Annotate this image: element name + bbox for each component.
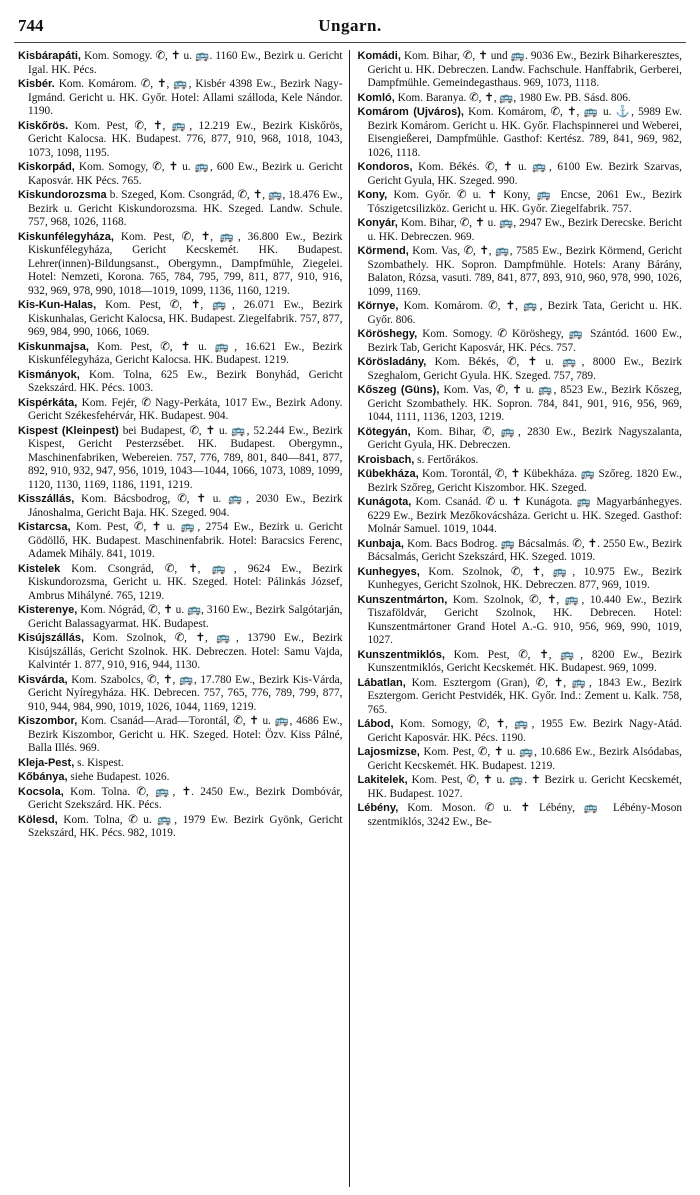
directory-entry <box>358 746 683 773</box>
entry-description: Kom. Komárom, ✆, ✝, 🚌 u. ⚓, 5989 Ew. Bezirk Komárom. Gericht u. HK. Győr. Flachspinnerei und Weberei, Eisengießerei, Dampfmühle. Gasthof: Kertész. 789, 841, 969, 982, 1026, 1118. <box>367 106 682 159</box>
entry-description: Kom. Bihar, ✆, ✝ und 🚌. 9036 Ew., Bezirk Biharkeresztes, Gericht u. HK. Debreczen. Landw. Fachschule. Hanffabrik, Gerberei, Dampfmühle. Gemeindegasthaus. 969, 1073, 1118. <box>367 50 682 89</box>
entry-place-name: Komárom (Ujváros), <box>357 106 464 118</box>
entry-place-name: Kisbér. <box>18 78 55 90</box>
entry-place-name: Kistelek <box>18 562 61 575</box>
page-header <box>14 14 686 43</box>
directory-entry <box>18 161 343 188</box>
entry-description: Kom. Pest, ✆, ✝ u. 🚌, 10.686 Ew., Bezirk Alsódabas, Gericht Kecskemét. HK. Budapest. 1219. <box>367 746 682 772</box>
entry-place-name: Kunhegyes, <box>357 565 420 578</box>
entry-description: Kom. Pest, ✆, ✝, 🚌, 26.071 Ew., Bezirk Kiskunhalas, Gericht Kalocsa, HK. Budapest. Ziegelfabrik. 757, 877, 969, 984, 990, 1066, 1069. <box>28 299 343 338</box>
directory-entry <box>358 356 683 383</box>
entry-description: Kom. Pest, ✆, ✝ u. 🚌, 16.621 Ew., Bezirk Kiskunfélegyháza, Gericht Kalocsa. HK. Budapest. 1219. <box>28 340 343 366</box>
entry-description: Kom. Szolnok, ✆, ✝, 🚌, 10.440 Ew., Bezirk Tiszaföldvár, Gericht Szolnok, HK. Debrecen. Hotel: Kunszentmártoner Grand Hotel A.-G. 910, 956, 969, 990, 1019, 1027. <box>367 593 682 646</box>
directory-entry <box>358 161 683 188</box>
running-title: Ungarn. <box>318 16 382 35</box>
entry-place-name: Kisterenye, <box>18 604 78 616</box>
entry-description: Kom. Somogy. ✆ Köröshegy, 🚌 Szántód. 1600 Ew., Bezirk Tab, Gericht Kaposvár, HK. Pécs. 757. <box>367 328 682 354</box>
entry-place-name: Lakitelek, <box>357 774 408 786</box>
directory-entry <box>18 771 343 785</box>
entry-place-name: Kunszentmárton, <box>357 593 448 606</box>
directory-entry <box>358 300 683 327</box>
entry-description: Kom. Torontál, ✆, ✝ Kübekháza. 🚌 Szőreg. 1820 Ew., Bezirk Szőreg, Gericht Kiszombor. HK. Szeged. <box>367 468 682 494</box>
entry-place-name: Kony, <box>357 189 388 201</box>
entry-place-name: Kisszállás, <box>18 493 75 505</box>
directory-entry <box>358 677 683 718</box>
entry-description: Kom. Bihar, ✆, ✝ u. 🚌, 2947 Ew., Bezirk Derecske. Bericht u. HK. Debreczen. 969. <box>367 217 682 243</box>
entry-place-name: Kisvárda, <box>18 673 68 686</box>
directory-entry <box>18 120 343 161</box>
entry-description: Kom. Tolna, 625 Ew., Bezirk Bonyhád, Gericht Szekszárd. HK. Pécs. 1003. <box>28 368 343 394</box>
entry-description: Kom. Somogy, ✆, ✝, 🚌, 1955 Ew. Bezirk Nagy-Atád. Gericht Kaposvár. HK. Pécs. 1190. <box>367 718 682 744</box>
directory-entry <box>358 649 683 676</box>
directory-entry <box>18 425 343 493</box>
directory-entry <box>358 384 683 425</box>
entry-description: siehe Budapest. 1026. <box>67 771 170 783</box>
entry-place-name: Körmend, <box>357 245 409 257</box>
entry-place-name: Kötegyán, <box>357 425 411 438</box>
entry-place-name: Kismányok, <box>18 368 80 381</box>
entry-place-name: Kisbárapáti, <box>18 50 81 62</box>
entry-description: Kom. Pest, ✆, ✝, 🚌, 12.219 Ew., Bezirk Kiskőrös, Gericht Kalocsa. HK. Budapest. 776, 877, 910, 968, 1018, 1043, 1073, 1098, 1195. <box>28 119 343 159</box>
directory-entry <box>18 50 343 77</box>
directory-entry <box>358 328 683 355</box>
entry-description: Kom. Komárom. ✆, ✝, 🚌, Bezirk Tata, Gericht u. HK. Győr. 806. <box>367 300 682 326</box>
directory-entry <box>18 493 343 520</box>
entry-place-name: Kiszombor, <box>18 715 78 727</box>
entry-description: bei Budapest, ✆, ✝ u. 🚌, 52.244 Ew., Bezirk Kispest, Gericht Pesterzsébet. HK. Budapest. Obergymn., Maschinenfabriken, Webereien. 757, 776, 789, 801, 840—841, 877, 892, 910, 932, 947, 956, 1019, 1043—1044, 1066, 1073, 1089, 1099, 1120, 1130, 1169, 1186, 1191, 1219. <box>28 424 343 491</box>
directory-entry <box>358 189 683 216</box>
directory-entry <box>18 78 343 119</box>
directory-entry <box>358 468 683 495</box>
text-columns <box>14 50 686 1187</box>
directory-entry <box>18 604 343 631</box>
entry-description: Kom. Békés, ✆, ✝ u. 🚌, 8000 Ew., Bezirk Szeghalom, Gericht Gyula. HK. Szeged. 757, 789. <box>367 356 682 382</box>
entry-description: Kom. Pest, ✆, ✝ u. 🚌. ✝ Bezirk u. Gericht Kecskemét, HK. Budapest. 1027. <box>367 774 682 800</box>
directory-entry <box>358 802 683 829</box>
directory-entry <box>18 632 343 673</box>
entry-description: Kom. Somogy, ✆, ✝ u. 🚌, 600 Ew., Bezirk u. Gericht Kaposvár. HK Pécs. 765. <box>28 161 343 187</box>
directory-entry <box>358 718 683 745</box>
entry-place-name: Kiskőrös. <box>18 119 69 132</box>
entry-place-name: Kis-Kun-Halas, <box>18 299 97 311</box>
entry-description: Kom. Vas, ✆, ✝, 🚌, 7585 Ew., Bezirk Körmend, Gericht Szombathely. HK. Sopron. Dampfmühle. Hotels: Arany Bárány, Balaton, Rózsa, vasuti. 789, 841, 877, 893, 910, 960, 978, 990, 1026, 1099, 1169. <box>367 245 682 298</box>
entry-place-name: Kispérkáta, <box>18 396 78 409</box>
entry-place-name: Kübekháza, <box>357 468 419 480</box>
entry-description: Kom. Tolna, ✆ u. 🚌, 1979 Ew. Bezirk Gyönk, Gericht Szekszárd, HK. Pécs. 982, 1019. <box>28 813 343 839</box>
right-column <box>350 50 687 1187</box>
directory-entry <box>358 50 683 91</box>
entry-description: Kom. Győr. ✆ u. ✝ Kony, 🚌 Encse, 2061 Ew., Bezirk Tószigetcsilizköz. Gericht u. HK. Győr. Ziegelfabrik. 757. <box>367 189 682 215</box>
entry-place-name: Kunszentmiklós, <box>357 648 445 661</box>
entry-place-name: Kiskorpád, <box>18 161 75 173</box>
directory-entry <box>358 92 683 106</box>
directory-entry <box>358 217 683 244</box>
directory-entry <box>18 231 343 299</box>
entry-description: Kom. Csanád—Arad—Torontál, ✆, ✝ u. 🚌, 4686 Ew., Bezirk Kiszombor, Gericht u. HK. Szeged. Hotel: Özv. Kiss Pálné, Balla Illés. 969. <box>28 715 343 754</box>
entry-place-name: Kleja-Pest, <box>18 756 75 769</box>
directory-entry <box>18 757 343 771</box>
entry-place-name: Kispest (Kleinpest) <box>18 424 119 437</box>
directory-entry <box>18 814 343 841</box>
directory-entry <box>18 715 343 756</box>
directory-entry <box>358 106 683 160</box>
entry-description: Kom. Csanád. ✆ u. ✝ Kunágota. 🚌 Magyarbánhegyes. 6229 Ew., Bezirk Mezőkovácsháza. Gericht u. HK. Szeged. Gasthof: Molnár Samuel. 1019, 1044. <box>367 496 682 535</box>
directory-entry <box>358 594 683 648</box>
entry-place-name: Kisújszállás, <box>18 632 85 644</box>
directory-entry <box>18 369 343 396</box>
left-column <box>14 50 350 1187</box>
directory-entry <box>18 397 343 424</box>
directory-entry <box>18 674 343 715</box>
directory-entry <box>358 426 683 453</box>
entry-place-name: Kölesd, <box>18 813 58 826</box>
directory-entry <box>358 774 683 801</box>
directory-entry <box>358 245 683 299</box>
entry-description: b. Szeged, Kom. Csongrád, ✆, ✝, 🚌, 18.476 Ew., Bezirk u. Gericht Kiskundorozsma. HK. Szeged. Landw. Schule. 757, 968, 1026, 1168. <box>28 189 343 228</box>
entry-place-name: Kroisbach, <box>357 453 415 466</box>
entry-place-name: Körösladány, <box>357 356 427 368</box>
entry-description: Kom. Baranya. ✆, ✝, 🚌, 1980 Ew. PB. Sásd. 806. <box>394 91 631 104</box>
entry-description: s. Fertőrákos. <box>414 453 479 466</box>
entry-description: Kom. Bácsbodrog, ✆, ✝ u. 🚌, 2030 Ew., Bezirk Jánoshalma, Gericht Baja. HK. Szeged. 904. <box>28 493 343 519</box>
entry-description: Kom. Pest, ✆, ✝ u. 🚌, 2754 Ew., Bezirk u. Gericht Gödöllő, HK. Budapest. Maschinenfabrik. Hotel: Baracsics Ferenc, Adamek Mihály. 841, 1019. <box>28 521 343 560</box>
entry-place-name: Kőbánya, <box>18 771 68 783</box>
entry-place-name: Kunbaja, <box>357 537 404 550</box>
entry-description: Kom. Szolnok, ✆, ✝, 🚌, 13790 Ew., Bezirk Kisújszállás, Gericht Szolnok. HK. Debreczen. Hotel: Samu Vajda, Kalvintér 1. 877, 910, 916, 944, 1130. <box>28 632 343 671</box>
entry-place-name: Komló, <box>357 91 395 104</box>
entry-description: Kom. Bacs Bodrog. 🚌 Bácsalmás. ✆, ✝. 2550 Ew., Bezirk Bácsalmás, Gericht Szekszárd, HK. Szeged. 1019. <box>367 537 682 563</box>
directory-entry <box>358 496 683 537</box>
entry-place-name: Lajosmizse, <box>357 746 420 758</box>
entry-place-name: Kunágota, <box>357 496 412 508</box>
entry-description: Kom. Békés. ✆, ✝ u. 🚌, 6100 Ew. Bezirk Szarvas, Gericht Gyula, HK. Szeged. 990. <box>367 161 682 187</box>
entry-description: Kom. Szolnok, ✆, ✝, 🚌, 10.975 Ew., Bezirk Kunhegyes, Gericht Szolnok, HK. Debreczen. 877, 969, 1019. <box>367 565 682 591</box>
entry-description: Kom. Szabolcs, ✆, ✝, 🚌, 17.780 Ew., Bezirk Kis-Várda, Gericht Nyíregyháza. HK. Debrecen. 757, 765, 776, 789, 799, 877, 910, 944, 984, 990, 1019, 1026, 1044, 1169, 1219. <box>28 673 343 713</box>
entry-place-name: Kondoros, <box>357 161 413 173</box>
entry-place-name: Kőszeg (Güns), <box>357 384 440 396</box>
directory-entry <box>18 521 343 562</box>
entry-description: Kom. Csongrád, ✆, ✝, 🚌, 9624 Ew., Bezirk Kiskundorozsma, Gericht u. HK. Szeged. Hotel: Pálinkás József, Ambrus Mihályné. 765, 1219. <box>28 562 343 602</box>
entry-description: Kom. Nógrád, ✆, ✝ u. 🚌, 3160 Ew., Bezirk Salgótarján, Gericht Balassagyarmat. HK. Budapest. <box>28 604 343 630</box>
entry-description: Kom. Moson. ✆ u. ✝ Lébény, 🚌 Lébény-Moson szentmiklós, 3242 Ew., Be- <box>367 802 682 828</box>
entry-place-name: Kiskunmajsa, <box>18 340 89 353</box>
directory-entry <box>358 566 683 593</box>
directory-entry <box>18 189 343 230</box>
entry-place-name: Kiskunfélegyháza, <box>18 230 114 243</box>
directory-entry <box>358 454 683 468</box>
page-number: 744 <box>18 16 44 35</box>
entry-description: Kom. Pest, ✆, ✝, 🚌, 36.800 Ew., Bezirk Kiskunfélegyháza, Gericht Kecskemét. HK. Budapest. Lehrer(innen)-Bildungsanst., Obergymn., Dampfmühle, Ziegelei. Hotel: Nemzeti, Korona. 765, 784, 795, 799, 811, 877, 910, 916, 932, 969, 978, 990, 1018—1019, 1099, 1136, 1160, 1219. <box>28 230 343 297</box>
entry-place-name: Kocsola, <box>18 785 64 798</box>
entry-description: Kom. Komárom. ✆, ✝, 🚌, Kisbér 4398 Ew., Bezirk Nagy-Igmánd. Gericht u. HK. Győr. Hotel: Allami szálloda, Kele Nándor. 1190. <box>28 78 343 117</box>
entry-description: Kom. Esztergom (Gran), ✆, ✝, 🚌, 1843 Ew., Bezirk Esztergom. Gericht Pestvidék, HK. Győr. Ind.: Zement u. Kalk. 758, 765. <box>367 676 682 716</box>
entry-description: Kom. Bihar, ✆, 🚌, 2830 Ew., Bezirk Nagyszalanta, Gericht Gyula, HK. Debreczen. <box>367 425 682 451</box>
entry-place-name: Lábod, <box>357 718 394 730</box>
entry-description: s. Kispest. <box>74 756 124 769</box>
directory-entry <box>18 341 343 368</box>
entry-place-name: Konyár, <box>357 217 398 229</box>
directory-entry <box>18 786 343 813</box>
entry-place-name: Lébény, <box>357 802 399 814</box>
entry-place-name: Komádi, <box>357 50 401 62</box>
entry-description: Kom. Pest, ✆, ✝, 🚌, 8200 Ew., Bezirk Kunszentmiklós, Gericht Kecskemét. HK. Budapest. 969, 1099. <box>367 648 682 674</box>
entry-description: Kom. Somogy. ✆, ✝ u. 🚌. 1160 Ew., Bezirk u. Gericht Igal. HK. Pécs. <box>28 50 343 76</box>
entry-place-name: Kiskundorozsma <box>18 189 107 201</box>
entry-description: Kom. Vas, ✆, ✝ u. 🚌, 8523 Ew., Bezirk Kőszeg, Gericht Szombathely. HK. Sopron. 784, 841, 901, 916, 956, 969, 1044, 1111, 1136, 1203, 1219. <box>367 384 682 423</box>
directory-entry <box>18 299 343 340</box>
entry-place-name: Lábatlan, <box>357 676 406 689</box>
entry-place-name: Köröshegy, <box>357 328 418 340</box>
entry-description: Kom. Tolna. ✆, 🚌, ✝. 2450 Ew., Bezirk Dombóvár, Gericht Szekszárd. HK. Pécs. <box>28 785 343 811</box>
directory-entry <box>18 563 343 604</box>
entry-place-name: Környe, <box>357 300 399 312</box>
entry-description: Kom. Fejér, ✆ Nagy-Perkáta, 1017 Ew., Bezirk Adony. Gericht Székesfehérvár, HK. Budapest. 904. <box>28 396 343 422</box>
entry-place-name: Kistarcsa, <box>18 521 71 533</box>
directory-entry <box>358 538 683 565</box>
